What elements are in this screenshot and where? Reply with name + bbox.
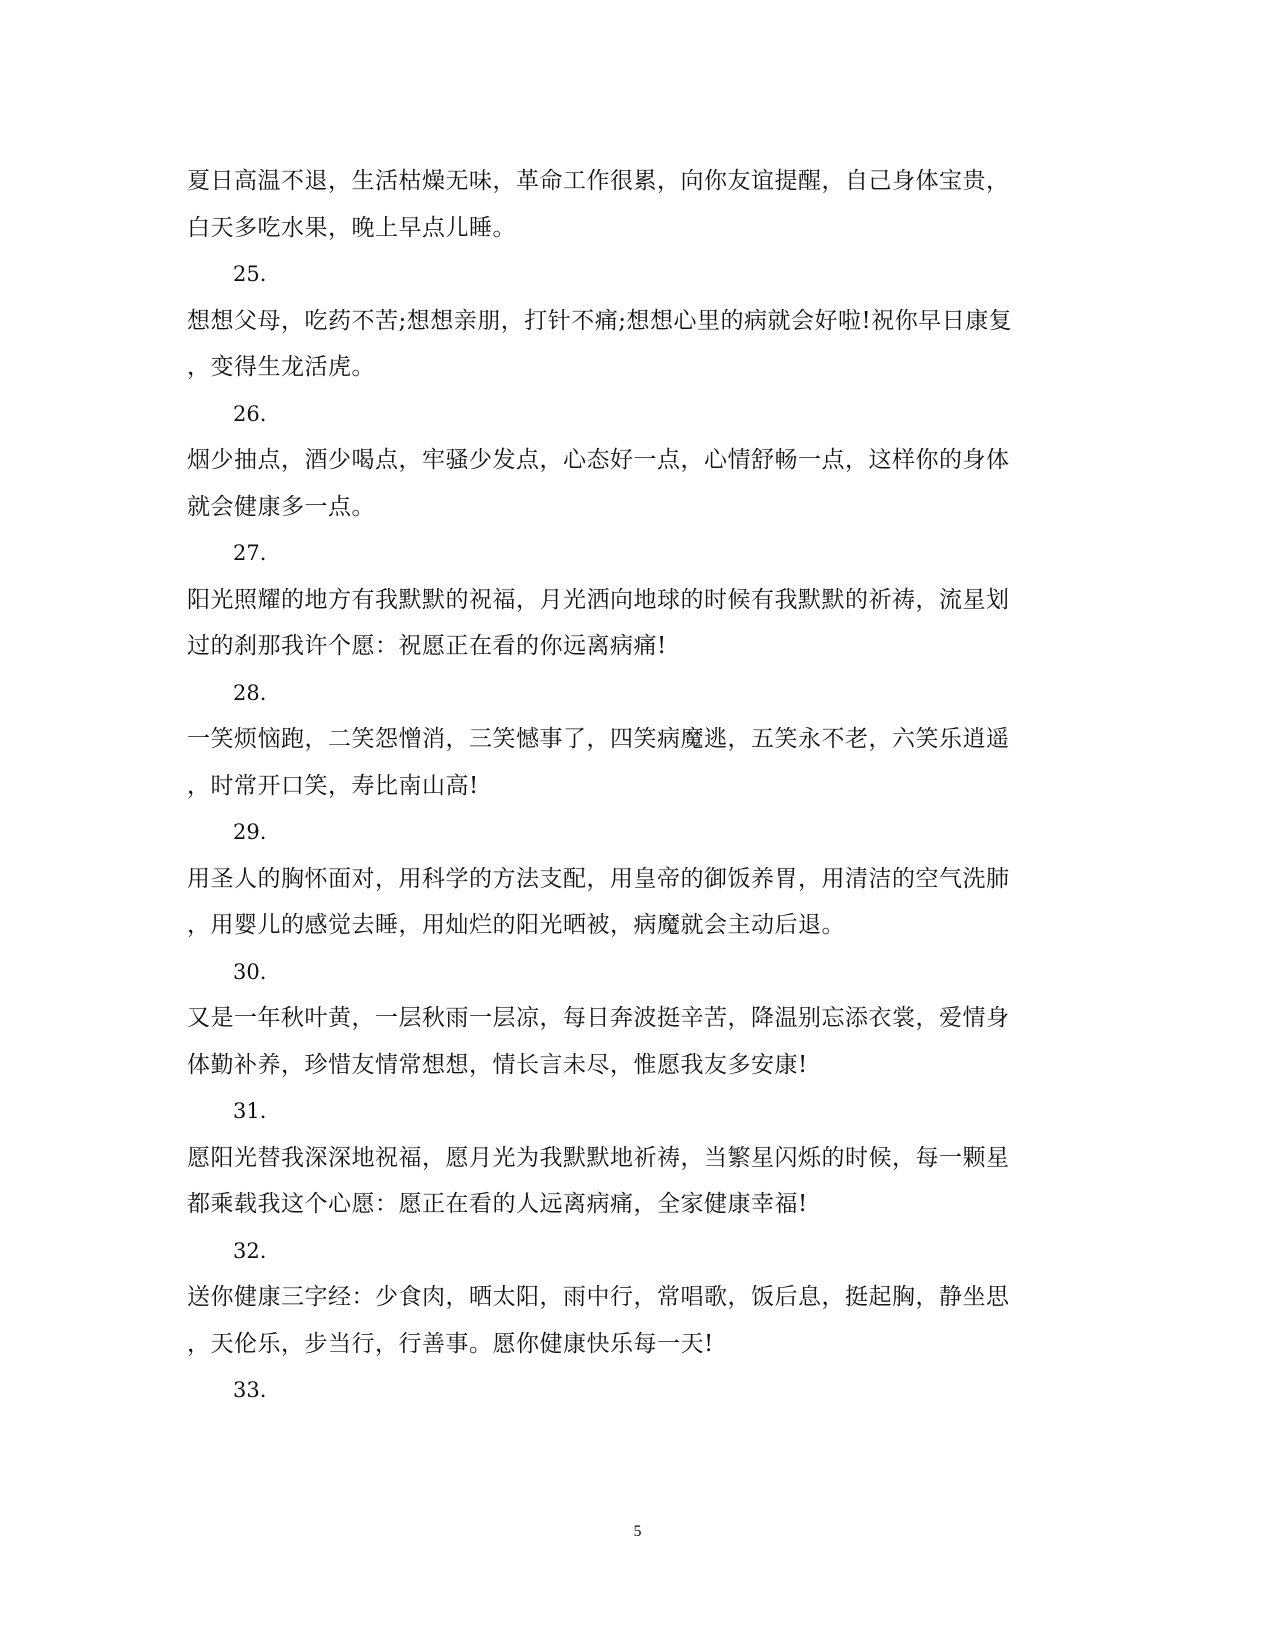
paragraph-line: 又是一年秋叶黄，一层秋雨一层凉，每日奔波挺辛苦，降温别忘添衣裳，爱情身: [187, 1005, 1010, 1031]
item-number: 29.: [233, 820, 267, 844]
paragraph: [187, 856, 1047, 949]
paragraph: [187, 1274, 1047, 1367]
paragraph: [187, 298, 1047, 391]
paragraph-line: ，变得生龙活虎。: [187, 354, 375, 380]
paragraph-line: 就会健康多一点。: [187, 493, 375, 520]
item-number: 27.: [233, 541, 267, 565]
page-number: 5: [633, 1523, 642, 1540]
paragraph: [187, 716, 1047, 809]
paragraph-line: 阳光照耀的地方有我默默的祝福，月光洒向地球的时候有我默默的祈祷，流星划: [187, 586, 1010, 613]
item-number: 26.: [233, 401, 267, 426]
paragraph-line: 过的刹那我许个愿：祝愿正在看的你远离病痛!: [187, 633, 667, 659]
item-number: 32.: [233, 1238, 267, 1263]
paragraph-line: ，天伦乐，步当行，行善事。愿你健康快乐每一天!: [187, 1330, 714, 1357]
paragraph-line: ，用婴儿的感觉去睡，用灿烂的阳光晒被，病魔就会主动后退。: [187, 912, 845, 938]
paragraph-line: 想想父母，吃药不苦;想想亲朋，打针不痛;想想心里的病就会好啦!祝你早日康复: [187, 307, 1013, 334]
item-number: 25.: [233, 262, 267, 286]
paragraph-line: 一笑烦恼跑，二笑怨憎消，三笑憾事了，四笑病魔逃，五笑永不老，六笑乐逍遥: [187, 726, 1010, 752]
item-number: 33.: [233, 1378, 267, 1402]
paragraph: [187, 577, 1047, 670]
paragraph-line: 体勤补养，珍惜友情常想想，情长言未尽，惟愿我友多安康!: [187, 1051, 808, 1078]
paragraph-line: 白天多吃水果，晚上早点儿睡。: [187, 214, 516, 241]
paragraph-line: 愿阳光替我深深地祝福，愿月光为我默默地祈祷，当繁星闪烁的时候，每一颗星: [187, 1144, 1010, 1171]
item-number: 28.: [233, 680, 267, 705]
paragraph: [187, 437, 1047, 530]
paragraph-line: 送你健康三字经：少食肉，晒太阳，雨中行，常唱歌，饭后息，挺起胸，静坐思: [187, 1284, 1010, 1310]
paragraph-line: 烟少抽点，酒少喝点，牢骚少发点，心态好一点，心情舒畅一点，这样你的身体: [187, 447, 1010, 473]
paragraph: [187, 1135, 1047, 1228]
document-body: [187, 158, 1047, 1414]
paragraph-line: 用圣人的胸怀面对，用科学的方法支配，用皇帝的御饭养胃，用清洁的空气洗肺: [187, 865, 1010, 892]
paragraph: [187, 995, 1047, 1088]
paragraph: [187, 158, 1047, 251]
item-number: 31.: [233, 1099, 267, 1123]
paragraph-line: 夏日高温不退，生活枯燥无味，革命工作很累，向你友谊提醒，自己身体宝贵，: [187, 168, 1010, 194]
item-number: 30.: [233, 959, 267, 984]
paragraph-line: ，时常开口笑，寿比南山高!: [187, 772, 479, 799]
paragraph-line: 都乘载我这个心愿：愿正在看的人远离病痛，全家健康幸福!: [187, 1191, 808, 1217]
